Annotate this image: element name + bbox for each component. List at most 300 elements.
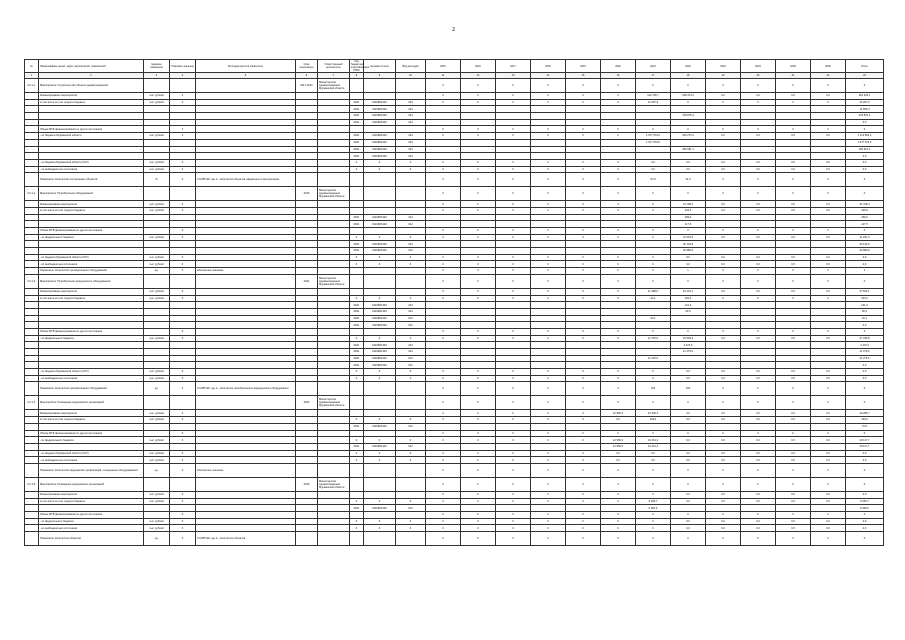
row-method	[196, 99, 296, 106]
row-grbs: 0921	[350, 146, 364, 153]
row-year-value: 0,0	[601, 450, 636, 457]
row-number	[25, 146, 39, 153]
row-year-value: 0	[531, 328, 566, 335]
row-year-value	[566, 308, 601, 315]
row-year-value	[776, 315, 811, 322]
row-year-value: 0	[811, 396, 846, 410]
row-year-value: 0	[461, 187, 496, 201]
row-total: 41 291,9	[846, 234, 884, 241]
row-target-article	[364, 477, 396, 491]
row-target-article: 0	[364, 450, 396, 457]
table-row	[25, 375, 884, 382]
row-term: 2021	[296, 274, 318, 288]
row-target-article: 0	[364, 234, 396, 241]
row-year-value: 0	[566, 187, 601, 201]
row-year-value: 0,0	[741, 335, 776, 342]
row-year-value: 67,8	[636, 173, 671, 187]
row-name	[39, 362, 144, 369]
row-year-value: 0	[601, 512, 636, 519]
row-year-value: 0	[531, 491, 566, 498]
row-year-value: 0,0	[706, 410, 741, 417]
row-year-value: 0	[531, 532, 566, 546]
row-expense-type: 0	[396, 295, 426, 302]
row-number	[25, 342, 39, 349]
row-year-value: 0	[566, 166, 601, 173]
row-target-article: 01106R1340	[364, 443, 396, 450]
row-year-value: 0	[741, 532, 776, 546]
row-plan: 0	[170, 525, 196, 532]
row-expense-type: 612	[396, 221, 426, 228]
row-year-value: 0	[811, 79, 846, 93]
row-year-value: 0	[461, 126, 496, 133]
row-year-value	[426, 119, 461, 126]
column-header: 2024	[741, 60, 776, 73]
row-year-value: 0	[636, 268, 671, 275]
table-row	[25, 315, 884, 322]
row-year-value: 0	[636, 79, 671, 93]
row-year-value: 0	[426, 463, 461, 477]
row-year-value: 0	[636, 274, 671, 288]
row-name: - из бюджета Мурманской области (ГКУ)	[39, 450, 144, 457]
row-term	[296, 166, 318, 173]
row-year-value	[741, 322, 776, 329]
row-term	[296, 342, 318, 349]
row-year-value	[741, 241, 776, 248]
row-target-article: 01106R1340	[364, 355, 396, 362]
row-year-value	[776, 119, 811, 126]
row-unit	[144, 477, 170, 491]
row-responsible: Министерство здравоохранения Мурманской области	[318, 477, 350, 491]
row-year-value: 0	[426, 261, 461, 268]
row-year-value	[531, 423, 566, 430]
column-number: 17	[636, 73, 671, 79]
row-year-value: 12 956,3	[601, 443, 636, 450]
row-year-value: 0	[566, 369, 601, 376]
row-method	[196, 248, 296, 255]
row-year-value	[496, 342, 531, 349]
row-total: 0,0	[846, 166, 884, 173]
row-year-value	[566, 153, 601, 160]
row-year-value	[811, 362, 846, 369]
row-year-value: 0	[461, 274, 496, 288]
column-header: 2022	[671, 60, 706, 73]
row-year-value: 0	[426, 254, 461, 261]
row-year-value: 0	[496, 295, 531, 302]
row-year-value: 0	[706, 126, 741, 133]
row-number	[25, 261, 39, 268]
row-year-value: 0	[531, 369, 566, 376]
table-row	[25, 201, 884, 208]
row-year-value: 0	[461, 491, 496, 498]
row-method	[196, 355, 296, 362]
row-year-value: 0	[426, 430, 461, 437]
row-year-value: 0	[811, 99, 846, 106]
row-year-value: 0,0	[741, 234, 776, 241]
column-number: 5	[196, 73, 296, 79]
row-expense-type: 0	[396, 375, 426, 382]
row-year-value	[566, 443, 601, 450]
row-year-value	[741, 214, 776, 221]
row-unit: тыс. рублей	[144, 437, 170, 444]
row-year-value	[741, 119, 776, 126]
row-target-article	[364, 93, 396, 100]
table-row	[25, 349, 884, 356]
row-year-value: 0	[531, 335, 566, 342]
row-year-value: 32,4	[671, 173, 706, 187]
row-term	[296, 288, 318, 295]
row-year-value	[636, 241, 671, 248]
row-plan	[170, 505, 196, 512]
table-row	[25, 477, 884, 491]
row-year-value: 0,0	[671, 166, 706, 173]
row-year-value: 0	[706, 430, 741, 437]
row-year-value: 0	[566, 328, 601, 335]
row-grbs	[350, 207, 364, 214]
row-method	[196, 322, 296, 329]
row-expense-type	[396, 207, 426, 214]
row-year-value: 0	[706, 532, 741, 546]
row-grbs	[350, 93, 364, 100]
row-year-value	[601, 322, 636, 329]
row-method	[196, 146, 296, 153]
row-term	[296, 450, 318, 457]
row-responsible	[318, 430, 350, 437]
row-year-value	[706, 342, 741, 349]
row-year-value	[601, 221, 636, 228]
row-year-value: 0,0	[776, 450, 811, 457]
column-number: 22	[811, 73, 846, 79]
row-year-value: 0,0	[636, 457, 671, 464]
row-year-value: 0	[531, 99, 566, 106]
row-name: Финансирование мероприятия	[39, 491, 144, 498]
row-year-value: 0	[566, 295, 601, 302]
row-year-value	[671, 423, 706, 430]
row-expense-type: 612	[396, 362, 426, 369]
row-grbs: 0921	[350, 113, 364, 120]
row-year-value: 1 077 579,9	[636, 133, 671, 140]
row-method	[196, 396, 296, 410]
row-year-value: 0	[706, 512, 741, 519]
row-unit	[144, 302, 170, 309]
row-name: - из внебюджетных источников	[39, 525, 144, 532]
row-year-value: 0	[741, 274, 776, 288]
row-year-value	[741, 355, 776, 362]
row-plan	[170, 322, 196, 329]
row-grbs: 0	[350, 369, 364, 376]
row-method	[196, 362, 296, 369]
row-plan	[170, 443, 196, 450]
row-year-value: 0	[426, 328, 461, 335]
row-year-value	[776, 221, 811, 228]
row-year-value: 0	[496, 430, 531, 437]
row-year-value	[566, 106, 601, 113]
row-year-value: 0,0	[636, 159, 671, 166]
row-expense-type: 612	[396, 423, 426, 430]
column-number: 10	[396, 73, 426, 79]
row-year-value	[776, 443, 811, 450]
row-year-value	[811, 221, 846, 228]
row-unit: тыс. рублей	[144, 207, 170, 214]
row-year-value: 0	[461, 532, 496, 546]
row-year-value: 0	[741, 173, 776, 187]
row-year-value	[811, 443, 846, 450]
row-name	[39, 342, 144, 349]
row-number	[25, 505, 39, 512]
row-method	[196, 491, 296, 498]
row-year-value: 0	[426, 477, 461, 491]
row-year-value: 0	[601, 173, 636, 187]
row-plan: 0	[170, 463, 196, 477]
row-year-value	[496, 214, 531, 221]
row-year-value: 0	[566, 335, 601, 342]
row-number	[25, 166, 39, 173]
row-method	[196, 437, 296, 444]
row-expense-type: 244	[396, 139, 426, 146]
row-expense-type: 612	[396, 248, 426, 255]
row-expense-type	[396, 126, 426, 133]
row-unit	[144, 342, 170, 349]
row-target-article: 01106R1340	[364, 349, 396, 356]
row-term: 2017-2022	[296, 79, 318, 93]
row-year-value: 0	[706, 228, 741, 235]
row-year-value: 11 375,9	[636, 355, 671, 362]
row-year-value: 0	[566, 450, 601, 457]
row-year-value	[811, 302, 846, 309]
row-name	[39, 302, 144, 309]
row-year-value	[671, 153, 706, 160]
row-year-value: 0	[496, 133, 531, 140]
row-method: Х=А/В*100, где А - количество объектов	[196, 532, 296, 546]
row-year-value: 0,0	[811, 498, 846, 505]
row-year-value: 0	[531, 437, 566, 444]
row-method	[196, 133, 296, 140]
row-name: Объем МТБ финансирования из других источников	[39, 512, 144, 519]
row-responsible	[318, 201, 350, 208]
row-year-value	[741, 342, 776, 349]
row-plan: 0	[170, 512, 196, 519]
row-term	[296, 241, 318, 248]
row-responsible	[318, 505, 350, 512]
row-year-value: 0,0	[811, 410, 846, 417]
row-responsible	[318, 491, 350, 498]
row-year-value: 0	[496, 261, 531, 268]
row-expense-type: 244	[396, 106, 426, 113]
row-expense-type: 244	[396, 349, 426, 356]
row-year-value: 30 124,8	[671, 241, 706, 248]
row-expense-type: 244	[396, 119, 426, 126]
row-grbs: 0	[350, 295, 364, 302]
row-total: 27 529,1	[846, 288, 884, 295]
row-year-value: 0,0	[776, 166, 811, 173]
row-year-value: 0	[566, 477, 601, 491]
row-year-value: 0,0	[671, 525, 706, 532]
row-year-value: 0,0	[776, 261, 811, 268]
row-year-value	[496, 322, 531, 329]
row-year-value	[566, 302, 601, 309]
row-grbs: 0	[350, 450, 364, 457]
row-year-value: 0,0	[706, 518, 741, 525]
row-year-value: 0	[566, 173, 601, 187]
row-year-value: 0	[461, 437, 496, 444]
column-header: Итого	[846, 60, 884, 73]
row-method	[196, 187, 296, 201]
row-year-value: 0	[811, 187, 846, 201]
row-name: - из бюджета Мурманской области (ГКУ)	[39, 254, 144, 261]
row-year-value	[741, 139, 776, 146]
row-year-value: 16 330,4	[636, 410, 671, 417]
row-year-value: 0	[461, 417, 496, 424]
row-method	[196, 349, 296, 356]
row-term	[296, 214, 318, 221]
row-plan: 0	[170, 369, 196, 376]
row-year-value	[636, 146, 671, 153]
row-year-value: 0,0	[706, 525, 741, 532]
row-year-value	[671, 322, 706, 329]
row-year-value: 0,0	[671, 369, 706, 376]
row-year-value	[461, 315, 496, 322]
row-year-value	[811, 139, 846, 146]
row-plan	[170, 79, 196, 93]
column-header: Ответственный исполнитель	[318, 60, 350, 73]
row-year-value: 0	[426, 207, 461, 214]
row-year-value: 5 965,0	[636, 505, 671, 512]
row-responsible	[318, 328, 350, 335]
column-header: 2019	[566, 60, 601, 73]
row-term	[296, 261, 318, 268]
row-target-article: 01106R1340	[364, 248, 396, 255]
row-total: 0	[846, 187, 884, 201]
row-year-value: 0	[496, 126, 531, 133]
row-year-value: 0	[741, 382, 776, 396]
column-header: №	[25, 60, 39, 73]
row-year-value	[776, 423, 811, 430]
row-year-value	[671, 355, 706, 362]
row-total: 121,2	[846, 302, 884, 309]
row-year-value: 0,0	[776, 491, 811, 498]
row-year-value: 0	[496, 99, 531, 106]
row-number	[25, 322, 39, 329]
row-plan: 0	[170, 498, 196, 505]
row-responsible	[318, 450, 350, 457]
row-year-value: 0	[776, 477, 811, 491]
row-method	[196, 113, 296, 120]
row-expense-type: 0	[396, 234, 426, 241]
row-unit	[144, 106, 170, 113]
row-total: 0,0	[846, 254, 884, 261]
row-year-value	[706, 153, 741, 160]
row-total: 4 470,3	[846, 342, 884, 349]
row-grbs: 0921	[350, 315, 364, 322]
row-target-article	[364, 173, 396, 187]
row-responsible	[318, 463, 350, 477]
row-year-value: 0	[636, 369, 671, 376]
row-grbs: 0921	[350, 221, 364, 228]
row-number	[25, 532, 39, 546]
row-number	[25, 349, 39, 356]
row-unit	[144, 512, 170, 519]
row-expense-type: 244	[396, 113, 426, 120]
row-total: 1	[846, 268, 884, 275]
row-year-value: 0	[706, 187, 741, 201]
row-year-value	[496, 241, 531, 248]
row-name: Объем МТБ финансирования из других источников	[39, 430, 144, 437]
row-year-value	[531, 139, 566, 146]
row-year-value: 0	[601, 133, 636, 140]
row-name	[39, 308, 144, 315]
row-number	[25, 201, 39, 208]
row-year-value: 0,0	[741, 525, 776, 532]
row-plan: 0	[170, 328, 196, 335]
row-year-value: 0	[426, 268, 461, 275]
row-method	[196, 106, 296, 113]
row-name: - из внебюджетных источников	[39, 375, 144, 382]
row-year-value	[426, 349, 461, 356]
row-year-value	[426, 315, 461, 322]
row-year-value	[741, 113, 776, 120]
row-grbs	[350, 410, 364, 417]
row-expense-type: 0	[396, 159, 426, 166]
row-year-value: 0	[426, 234, 461, 241]
row-year-value: 31 708,4	[671, 201, 706, 208]
row-method	[196, 261, 296, 268]
row-grbs: 0921	[350, 443, 364, 450]
row-responsible	[318, 146, 350, 153]
row-target-article: 01106R1340	[364, 106, 396, 113]
row-expense-type	[396, 382, 426, 396]
row-number	[25, 335, 39, 342]
row-total: 31 708,4	[846, 201, 884, 208]
row-target-article: 01106R1340	[364, 423, 396, 430]
table-row	[25, 505, 884, 512]
row-year-value: 0	[706, 274, 741, 288]
row-year-value: 0	[601, 430, 636, 437]
row-unit	[144, 153, 170, 160]
row-year-value: 0,0	[741, 491, 776, 498]
row-year-value	[741, 221, 776, 228]
row-number	[25, 295, 39, 302]
row-year-value	[776, 362, 811, 369]
row-total: 12 457,9	[846, 99, 884, 106]
row-year-value: 0	[426, 396, 461, 410]
row-year-value: 41 291,9	[671, 234, 706, 241]
row-target-article: 0	[364, 457, 396, 464]
row-grbs: 0	[350, 254, 364, 261]
row-plan	[170, 214, 196, 221]
row-year-value: 0	[566, 518, 601, 525]
row-year-value: 0,0	[811, 261, 846, 268]
row-year-value: 0,0	[776, 525, 811, 532]
row-number	[25, 430, 39, 437]
row-year-value: 0	[496, 79, 531, 93]
row-unit	[144, 113, 170, 120]
row-responsible	[318, 173, 350, 187]
row-year-value	[426, 241, 461, 248]
row-year-value	[496, 355, 531, 362]
row-expense-type: 244	[396, 302, 426, 309]
row-year-value: 0	[636, 375, 671, 382]
row-year-value: 0	[706, 463, 741, 477]
row-year-value: 0	[426, 295, 461, 302]
table-row	[25, 119, 884, 126]
row-name: Финансирование мероприятия	[39, 410, 144, 417]
row-year-value	[601, 146, 636, 153]
row-unit	[144, 221, 170, 228]
row-year-value: 0	[461, 525, 496, 532]
row-responsible	[318, 228, 350, 235]
row-year-value: 0	[811, 126, 846, 133]
row-unit	[144, 187, 170, 201]
row-year-value: 0	[566, 99, 601, 106]
